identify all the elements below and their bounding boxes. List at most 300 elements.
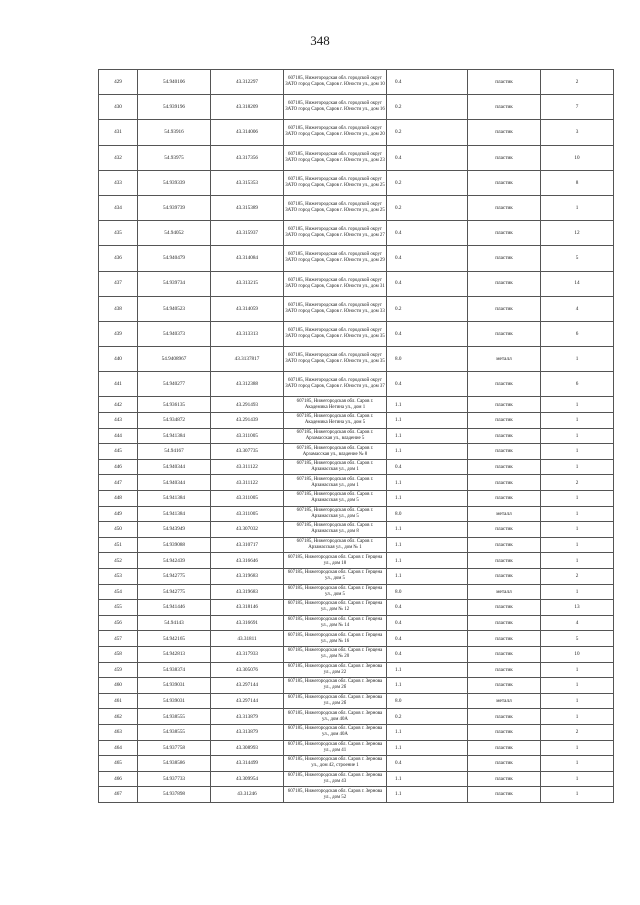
address-cell: 607185, Нижегородская обл. Саров г. Академика Негина ул., дом 1 — [284, 397, 387, 413]
latitude-cell: 54.939088 — [138, 537, 211, 553]
longitude-cell: 43.312297 — [211, 70, 284, 95]
longitude-cell: 43.316646 — [211, 553, 284, 569]
count-cell: 8 — [541, 170, 614, 195]
table-row — [99, 740, 614, 756]
address-cell: 607185, Нижегородская обл. городской округ ЗАТО город Саров, Саров г. Юности ул., дом 25 — [284, 195, 387, 220]
longitude-cell: 43.297144 — [211, 693, 284, 709]
latitude-cell: 54.93975 — [138, 145, 211, 170]
address-cell: 607185, Нижегородская обл. Саров г. Герцена ул., дом № 20 — [284, 646, 387, 662]
material-cell: пластик — [468, 372, 541, 397]
count-cell: 1 — [541, 459, 614, 475]
table-row — [99, 600, 614, 616]
row-number-cell: 466 — [99, 771, 138, 787]
table-row — [99, 459, 614, 475]
address-cell: 607185, Нижегородская обл. Саров г. Зернова ул., дом 40А — [284, 724, 387, 740]
count-cell: 14 — [541, 271, 614, 296]
row-number-cell: 455 — [99, 600, 138, 616]
table-row — [99, 195, 614, 220]
row-number-cell: 453 — [99, 568, 138, 584]
material-cell: пластик — [468, 170, 541, 195]
material-cell: пластик — [468, 771, 541, 787]
longitude-cell: 43.318209 — [211, 95, 284, 120]
address-cell: 607185, Нижегородская обл. городской округ ЗАТО город Саров, Саров г. Юности ул., дом 23 — [284, 145, 387, 170]
material-cell: пластик — [468, 221, 541, 246]
volume-cell: 0.2 — [387, 170, 468, 195]
material-cell: пластик — [468, 444, 541, 460]
address-cell: 607185, Нижегородская обл. городской округ ЗАТО город Саров, Саров г. Юности ул., дом 10 — [284, 70, 387, 95]
material-cell: пластик — [468, 615, 541, 631]
material-cell: пластик — [468, 568, 541, 584]
address-cell: 607185, Нижегородская обл. Саров г. Зернова ул., дом 52 — [284, 787, 387, 803]
table-row — [99, 491, 614, 507]
row-number-cell: 444 — [99, 428, 138, 444]
table-row — [99, 506, 614, 522]
latitude-cell: 54.942813 — [138, 646, 211, 662]
volume-cell: 0.4 — [387, 646, 468, 662]
longitude-cell: 43.311005 — [211, 428, 284, 444]
latitude-cell: 54.94143 — [138, 615, 211, 631]
address-cell: 607185, Нижегородская обл. городской округ ЗАТО город Саров, Саров г. Юности ул., дом 37 — [284, 372, 387, 397]
longitude-cell: 43.319683 — [211, 568, 284, 584]
table-row — [99, 756, 614, 772]
count-cell: 1 — [541, 771, 614, 787]
latitude-cell: 54.942775 — [138, 568, 211, 584]
count-cell: 5 — [541, 246, 614, 271]
material-cell: пластик — [468, 428, 541, 444]
longitude-cell: 43.315389 — [211, 195, 284, 220]
row-number-cell: 442 — [99, 397, 138, 413]
address-cell: 607185, Нижегородская обл. Саров г. Герцена ул., дом 5 — [284, 568, 387, 584]
material-cell: пластик — [468, 397, 541, 413]
address-cell: 607185, Нижегородская обл. Саров г. Арзамасская ул., дом 5 — [284, 506, 387, 522]
page-number: 348 — [310, 33, 330, 48]
count-cell: 7 — [541, 95, 614, 120]
table-row — [99, 372, 614, 397]
latitude-cell: 54.943949 — [138, 522, 211, 538]
count-cell: 2 — [541, 568, 614, 584]
row-number-cell: 437 — [99, 271, 138, 296]
longitude-cell: 43.313215 — [211, 271, 284, 296]
address-cell: 607185, Нижегородская обл. Саров г. Герцена ул., дом 5 — [284, 584, 387, 600]
row-number-cell: 447 — [99, 475, 138, 491]
address-cell: 607185, Нижегородская обл. городской округ ЗАТО город Саров, Саров г. Юности ул., дом 35 — [284, 321, 387, 346]
latitude-cell: 54.94167 — [138, 444, 211, 460]
latitude-cell: 54.939739 — [138, 195, 211, 220]
address-cell: 607185, Нижегородская обл. Саров г. Зернова ул., дом 22 — [284, 662, 387, 678]
row-number-cell: 451 — [99, 537, 138, 553]
row-number-cell: 456 — [99, 615, 138, 631]
row-number-cell: 464 — [99, 740, 138, 756]
longitude-cell: 43.308993 — [211, 740, 284, 756]
address-cell: 607185, Нижегородская обл. Саров г. Зернова ул., дом 42, строение 1 — [284, 756, 387, 772]
material-cell: пластик — [468, 95, 541, 120]
table-row — [99, 120, 614, 145]
table-row — [99, 413, 614, 429]
row-number-cell: 459 — [99, 662, 138, 678]
table-row — [99, 428, 614, 444]
longitude-cell: 43.311005 — [211, 506, 284, 522]
table-row — [99, 724, 614, 740]
address-cell: 607185, Нижегородская обл. Саров г. Зернова ул., дом 2б — [284, 693, 387, 709]
count-cell: 1 — [541, 709, 614, 725]
volume-cell: 8.0 — [387, 347, 468, 372]
material-cell: пластик — [468, 631, 541, 647]
volume-cell: 0.2 — [387, 120, 468, 145]
material-cell: пластик — [468, 296, 541, 321]
row-number-cell: 461 — [99, 693, 138, 709]
count-cell: 1 — [541, 195, 614, 220]
count-cell: 5 — [541, 631, 614, 647]
longitude-cell: 43.314059 — [211, 296, 284, 321]
volume-cell: 8.0 — [387, 584, 468, 600]
row-number-cell: 463 — [99, 724, 138, 740]
longitude-cell: 43.315937 — [211, 221, 284, 246]
count-cell: 1 — [541, 740, 614, 756]
material-cell: пластик — [468, 740, 541, 756]
address-cell: 607185, Нижегородская обл. Саров г. Зернова ул., дом 2б — [284, 678, 387, 694]
longitude-cell: 43.307032 — [211, 522, 284, 538]
longitude-cell: 43.311122 — [211, 459, 284, 475]
latitude-cell: 54.936135 — [138, 397, 211, 413]
latitude-cell: 54.9408967 — [138, 347, 211, 372]
table-row — [99, 70, 614, 95]
address-cell: 607185, Нижегородская обл. Саров г. Академика Негина ул., дом 5 — [284, 413, 387, 429]
count-cell: 1 — [541, 693, 614, 709]
latitude-cell: 54.94052 — [138, 221, 211, 246]
material-cell: пластик — [468, 413, 541, 429]
count-cell: 1 — [541, 584, 614, 600]
material-cell: металл — [468, 584, 541, 600]
row-number-cell: 454 — [99, 584, 138, 600]
table-row — [99, 631, 614, 647]
row-number-cell: 445 — [99, 444, 138, 460]
row-number-cell: 457 — [99, 631, 138, 647]
row-number-cell: 460 — [99, 678, 138, 694]
row-number-cell: 449 — [99, 506, 138, 522]
longitude-cell: 43.319683 — [211, 584, 284, 600]
latitude-cell: 54.940344 — [138, 459, 211, 475]
address-cell: 607185, Нижегородская обл. Саров г. Арзамасская ул., дом 1 — [284, 475, 387, 491]
row-number-cell: 458 — [99, 646, 138, 662]
count-cell: 1 — [541, 347, 614, 372]
row-number-cell: 439 — [99, 321, 138, 346]
count-cell: 3 — [541, 120, 614, 145]
row-number-cell: 441 — [99, 372, 138, 397]
volume-cell: 0.4 — [387, 221, 468, 246]
longitude-cell: 43.31811 — [211, 631, 284, 647]
longitude-cell: 43.31246 — [211, 787, 284, 803]
longitude-cell: 43.312388 — [211, 372, 284, 397]
count-cell: 1 — [541, 444, 614, 460]
row-number-cell: 434 — [99, 195, 138, 220]
count-cell: 1 — [541, 678, 614, 694]
address-cell: 607185, Нижегородская обл. городской округ ЗАТО город Саров, Саров г. Юности ул., дом 31 — [284, 271, 387, 296]
longitude-cell: 43.307735 — [211, 444, 284, 460]
row-number-cell: 467 — [99, 787, 138, 803]
volume-cell: 1.1 — [387, 787, 468, 803]
row-number-cell: 438 — [99, 296, 138, 321]
address-cell: 607185, Нижегородская обл. городской округ ЗАТО город Саров, Саров г. Юности ул., дом 33 — [284, 296, 387, 321]
row-number-cell: 446 — [99, 459, 138, 475]
longitude-cell: 43.305076 — [211, 662, 284, 678]
count-cell: 4 — [541, 296, 614, 321]
volume-cell: 1.1 — [387, 553, 468, 569]
count-cell: 2 — [541, 724, 614, 740]
material-cell: пластик — [468, 678, 541, 694]
longitude-cell: 43.311122 — [211, 475, 284, 491]
volume-cell: 1.1 — [387, 397, 468, 413]
table-row — [99, 693, 614, 709]
longitude-cell: 43.313313 — [211, 321, 284, 346]
latitude-cell: 54.941384 — [138, 491, 211, 507]
volume-cell: 1.1 — [387, 428, 468, 444]
volume-cell: 0.2 — [387, 195, 468, 220]
latitude-cell: 54.942775 — [138, 584, 211, 600]
count-cell: 13 — [541, 600, 614, 616]
count-cell: 6 — [541, 372, 614, 397]
longitude-cell: 43.291493 — [211, 397, 284, 413]
table-row — [99, 771, 614, 787]
address-cell: 607185, Нижегородская обл. Саров г. Арзамасская ул., дом 8 — [284, 522, 387, 538]
table-row — [99, 475, 614, 491]
volume-cell: 1.1 — [387, 413, 468, 429]
table-row — [99, 662, 614, 678]
count-cell: 4 — [541, 615, 614, 631]
address-cell: 607185, Нижегородская обл. городской округ ЗАТО город Саров, Саров г. Юности ул., дом 27 — [284, 221, 387, 246]
volume-cell: 0.4 — [387, 459, 468, 475]
longitude-cell: 43.315353 — [211, 170, 284, 195]
volume-cell: 1.1 — [387, 724, 468, 740]
count-cell: 10 — [541, 646, 614, 662]
latitude-cell: 54.938555 — [138, 724, 211, 740]
count-cell: 1 — [541, 537, 614, 553]
latitude-cell: 54.940106 — [138, 70, 211, 95]
latitude-cell: 54.941384 — [138, 506, 211, 522]
material-cell: пластик — [468, 662, 541, 678]
latitude-cell: 54.939196 — [138, 95, 211, 120]
count-cell: 1 — [541, 506, 614, 522]
table-row — [99, 246, 614, 271]
table-row — [99, 522, 614, 538]
latitude-cell: 54.938586 — [138, 756, 211, 772]
latitude-cell: 54.941446 — [138, 600, 211, 616]
latitude-cell: 54.938374 — [138, 662, 211, 678]
table-row — [99, 95, 614, 120]
latitude-cell: 54.939339 — [138, 170, 211, 195]
row-number-cell: 448 — [99, 491, 138, 507]
volume-cell: 0.4 — [387, 756, 468, 772]
material-cell: пластик — [468, 321, 541, 346]
count-cell: 10 — [541, 145, 614, 170]
row-number-cell: 452 — [99, 553, 138, 569]
count-cell: 1 — [541, 787, 614, 803]
volume-cell: 0.4 — [387, 600, 468, 616]
latitude-cell: 54.942439 — [138, 553, 211, 569]
latitude-cell: 54.939031 — [138, 678, 211, 694]
material-cell: металл — [468, 693, 541, 709]
material-cell: металл — [468, 506, 541, 522]
longitude-cell: 43.309954 — [211, 771, 284, 787]
count-cell: 6 — [541, 321, 614, 346]
row-number-cell: 432 — [99, 145, 138, 170]
count-cell: 1 — [541, 662, 614, 678]
longitude-cell: 43.297144 — [211, 678, 284, 694]
longitude-cell: 43.317933 — [211, 646, 284, 662]
material-cell: металл — [468, 347, 541, 372]
volume-cell: 0.4 — [387, 246, 468, 271]
table-row — [99, 271, 614, 296]
table-row — [99, 615, 614, 631]
row-number-cell: 450 — [99, 522, 138, 538]
table-row — [99, 646, 614, 662]
address-cell: 607185, Нижегородская обл. городской округ ЗАТО город Саров, Саров г. Юности ул., дом 35 — [284, 347, 387, 372]
longitude-cell: 43.311005 — [211, 491, 284, 507]
material-cell: пластик — [468, 246, 541, 271]
latitude-cell: 54.940277 — [138, 372, 211, 397]
material-cell: пластик — [468, 756, 541, 772]
address-cell: 607185, Нижегородская обл. Саров г. Арзамасская ул., владение № 8 — [284, 444, 387, 460]
address-cell: 607185, Нижегородская обл. городской округ ЗАТО город Саров, Саров г. Юности ул., дом 16 — [284, 95, 387, 120]
material-cell: пластик — [468, 522, 541, 538]
registry-table-container — [98, 69, 598, 803]
row-number-cell: 443 — [99, 413, 138, 429]
volume-cell: 1.1 — [387, 771, 468, 787]
count-cell: 1 — [541, 553, 614, 569]
material-cell: пластик — [468, 646, 541, 662]
address-cell: 607185, Нижегородская обл. Саров г. Арзамасская ул., дом 1 — [284, 459, 387, 475]
row-number-cell: 465 — [99, 756, 138, 772]
volume-cell: 8.0 — [387, 506, 468, 522]
address-cell: 607185, Нижегородская обл. Саров г. Арзамасская ул., владение 5 — [284, 428, 387, 444]
row-number-cell: 462 — [99, 709, 138, 725]
latitude-cell: 54.939031 — [138, 693, 211, 709]
volume-cell: 1.1 — [387, 475, 468, 491]
latitude-cell: 54.939734 — [138, 271, 211, 296]
volume-cell: 1.1 — [387, 444, 468, 460]
table-row — [99, 584, 614, 600]
longitude-cell: 43.313879 — [211, 709, 284, 725]
table-row — [99, 568, 614, 584]
material-cell: пластик — [468, 70, 541, 95]
volume-cell: 1.1 — [387, 537, 468, 553]
longitude-cell: 43.316691 — [211, 615, 284, 631]
material-cell: пластик — [468, 145, 541, 170]
volume-cell: 0.2 — [387, 709, 468, 725]
volume-cell: 0.2 — [387, 296, 468, 321]
volume-cell: 0.4 — [387, 271, 468, 296]
count-cell: 1 — [541, 756, 614, 772]
latitude-cell: 54.937733 — [138, 771, 211, 787]
latitude-cell: 54.934872 — [138, 413, 211, 429]
volume-cell: 0.4 — [387, 615, 468, 631]
address-cell: 607185, Нижегородская обл. Саров г. Арзамасская ул., дом 5 — [284, 491, 387, 507]
address-cell: 607185, Нижегородская обл. городской округ ЗАТО город Саров, Саров г. Юности ул., дом 20 — [284, 120, 387, 145]
longitude-cell: 43.310717 — [211, 537, 284, 553]
row-number-cell: 440 — [99, 347, 138, 372]
material-cell: пластик — [468, 459, 541, 475]
material-cell: пластик — [468, 120, 541, 145]
row-number-cell: 430 — [99, 95, 138, 120]
volume-cell: 1.1 — [387, 740, 468, 756]
longitude-cell: 43.314499 — [211, 756, 284, 772]
material-cell: пластик — [468, 724, 541, 740]
longitude-cell: 43.291439 — [211, 413, 284, 429]
material-cell: пластик — [468, 787, 541, 803]
table-row — [99, 444, 614, 460]
volume-cell: 1.1 — [387, 491, 468, 507]
volume-cell: 1.1 — [387, 662, 468, 678]
address-cell: 607185, Нижегородская обл. городской округ ЗАТО город Саров, Саров г. Юности ул., дом 29 — [284, 246, 387, 271]
table-row — [99, 537, 614, 553]
longitude-cell: 43.314006 — [211, 120, 284, 145]
address-cell: 607185, Нижегородская обл. городской округ ЗАТО город Саров, Саров г. Юности ул., дом 25 — [284, 170, 387, 195]
material-cell: пластик — [468, 709, 541, 725]
longitude-cell: 43.314084 — [211, 246, 284, 271]
longitude-cell: 43.317356 — [211, 145, 284, 170]
volume-cell: 1.1 — [387, 568, 468, 584]
volume-cell: 0.4 — [387, 70, 468, 95]
count-cell: 2 — [541, 475, 614, 491]
row-number-cell: 433 — [99, 170, 138, 195]
registry-table-body — [99, 70, 614, 803]
row-number-cell: 435 — [99, 221, 138, 246]
volume-cell: 0.4 — [387, 145, 468, 170]
table-row — [99, 553, 614, 569]
table-row — [99, 678, 614, 694]
table-row — [99, 397, 614, 413]
table-row — [99, 347, 614, 372]
latitude-cell: 54.940479 — [138, 246, 211, 271]
longitude-cell: 43.3137817 — [211, 347, 284, 372]
count-cell: 1 — [541, 522, 614, 538]
volume-cell: 0.4 — [387, 321, 468, 346]
latitude-cell: 54.937898 — [138, 787, 211, 803]
volume-cell: 0.4 — [387, 372, 468, 397]
latitude-cell: 54.938555 — [138, 709, 211, 725]
address-cell: 607185, Нижегородская обл. Саров г. Герцена ул., дом 18 — [284, 553, 387, 569]
volume-cell: 0.2 — [387, 95, 468, 120]
material-cell: пластик — [468, 195, 541, 220]
address-cell: 607185, Нижегородская обл. Саров г. Герцена ул., дом № 14 — [284, 615, 387, 631]
table-row — [99, 709, 614, 725]
latitude-cell: 54.940344 — [138, 475, 211, 491]
table-row — [99, 145, 614, 170]
latitude-cell: 54.937758 — [138, 740, 211, 756]
material-cell: пластик — [468, 271, 541, 296]
address-cell: 607185, Нижегородская обл. Саров г. Герцена ул., дом № 12 — [284, 600, 387, 616]
count-cell: 12 — [541, 221, 614, 246]
registry-table — [98, 69, 614, 803]
row-number-cell: 431 — [99, 120, 138, 145]
latitude-cell: 54.942165 — [138, 631, 211, 647]
count-cell: 1 — [541, 491, 614, 507]
latitude-cell: 54.93916 — [138, 120, 211, 145]
count-cell: 2 — [541, 70, 614, 95]
material-cell: пластик — [468, 475, 541, 491]
latitude-cell: 54.940373 — [138, 321, 211, 346]
volume-cell: 0.4 — [387, 631, 468, 647]
row-number-cell: 436 — [99, 246, 138, 271]
row-number-cell: 429 — [99, 70, 138, 95]
volume-cell: 1.1 — [387, 678, 468, 694]
material-cell: пластик — [468, 600, 541, 616]
latitude-cell: 54.940523 — [138, 296, 211, 321]
count-cell: 1 — [541, 397, 614, 413]
material-cell: пластик — [468, 553, 541, 569]
table-row — [99, 787, 614, 803]
address-cell: 607185, Нижегородская обл. Саров г. Зернова ул., дом 41 — [284, 740, 387, 756]
material-cell: пластик — [468, 491, 541, 507]
